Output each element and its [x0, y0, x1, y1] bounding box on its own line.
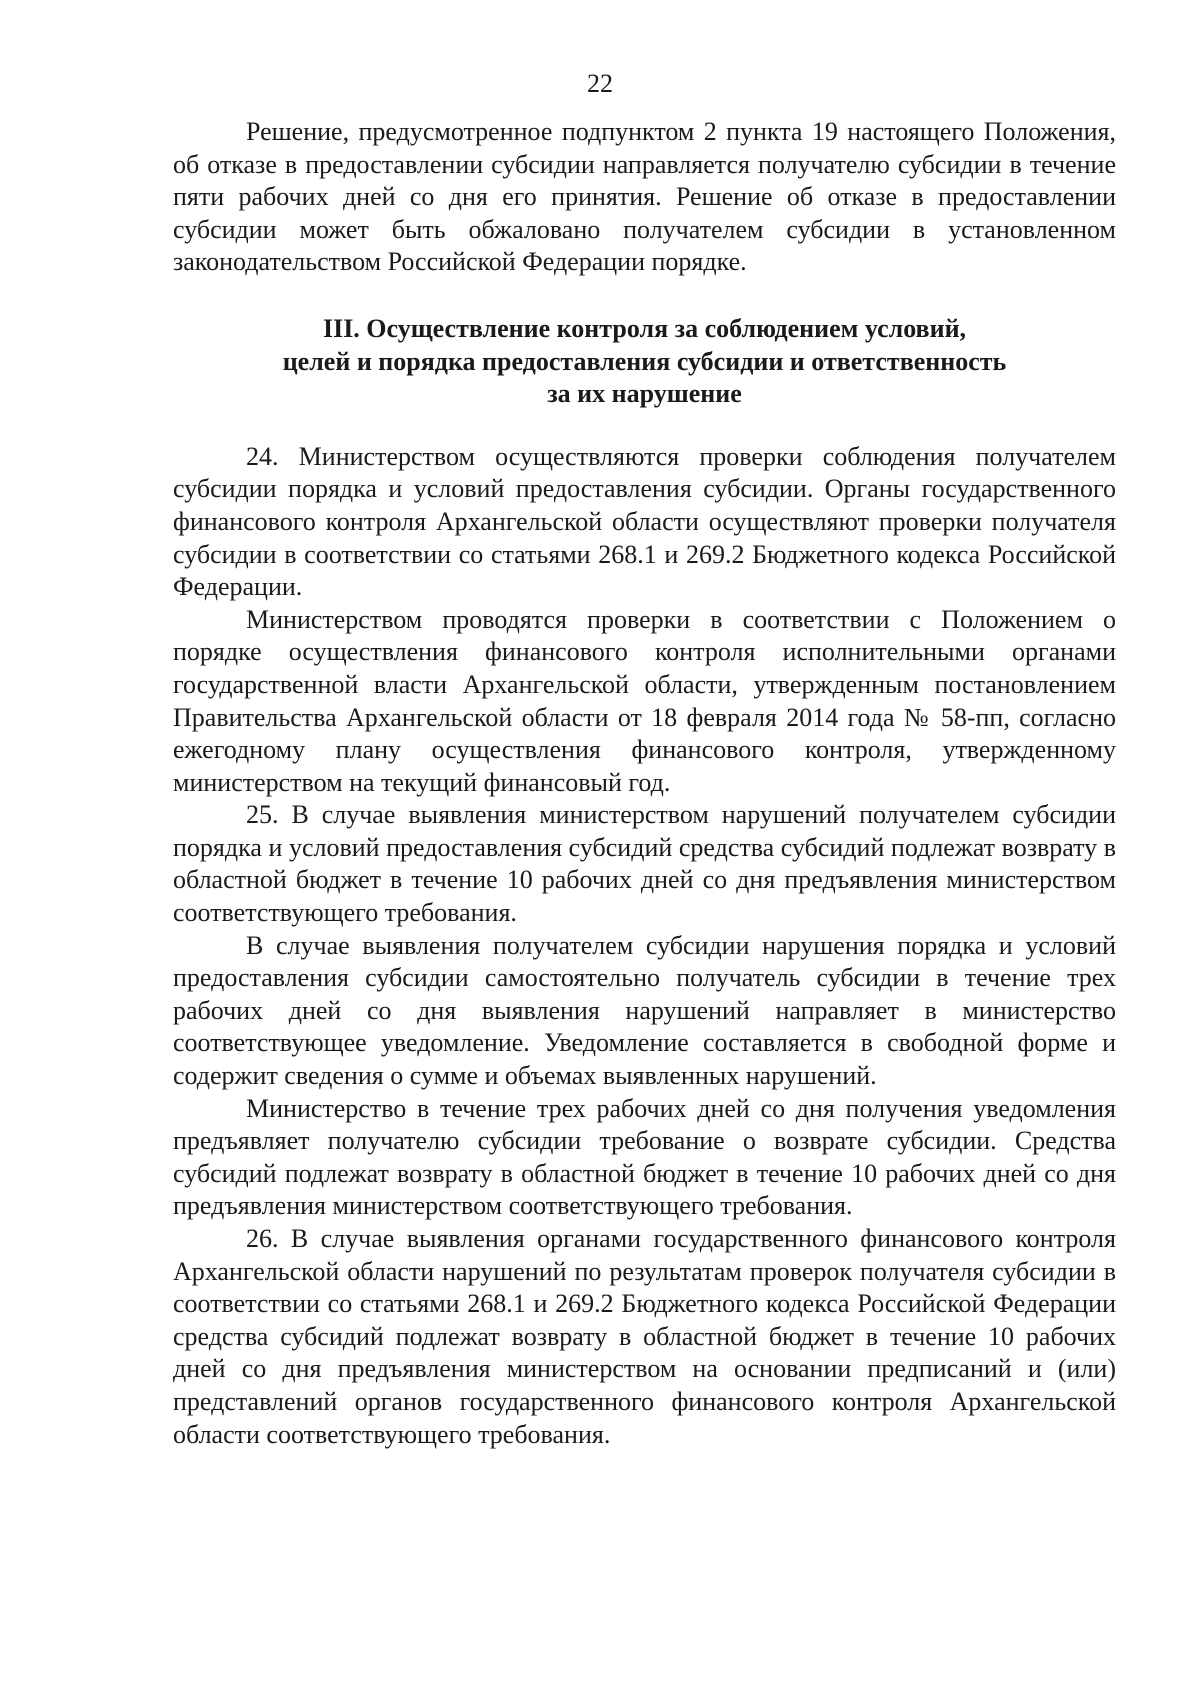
section-heading-line: за их нарушение: [547, 379, 742, 409]
section-heading-line: целей и порядка предоставления субсидии и ответственность: [282, 346, 1007, 376]
paragraph-inspections: Министерством проводятся проверки в соответствии с Положением о порядке осуществления финансового контроля исполнительными органами государственной власти Архангельской области, утвержденным постановлением Правительства Архангельской области от 18 февраля 2014 года № 58-пп, согласно ежегодному плану осуществления финансового контроля, утвержденному министерством на текущий финансовый год.: [173, 604, 1116, 797]
paragraph-self-reporting: В случае выявления получателем субсидии нарушения порядка и условий предоставления субсидии самостоятельно получатель субсидии в течение трех рабочих дней со дня выявления нарушений направляет в министерство соответствующее уведомление. Уведомление составляется в свободной форме и содержит сведения о сумме и объемах выявленных нарушений.: [173, 930, 1116, 1091]
paragraph-item-25: 25. В случае выявления министерством нарушений получателем субсидии порядка и условий предоставления субсидий средства субсидий подлежат возврату в областной бюджет в течение 10 рабочих дней со дня предъявления министерством соответствующего требования.: [173, 800, 1116, 928]
section-heading-line: III. Осуществление контроля за соблюдением условий,: [322, 313, 967, 343]
page-number: 22: [587, 69, 613, 98]
section-heading: [173, 313, 1116, 411]
document-body: [173, 116, 1116, 1451]
paragraph-return-demand: Министерство в течение трех рабочих дней со дня получения уведомления предъявляет получателю субсидии требование о возврате субсидии. Средства субсидий подлежат возврату в областной бюджет в течение 10 рабочих дней со дня предъявления министерством соответствующего требования.: [173, 1093, 1116, 1221]
paragraph-decision-appeal: Решение, предусмотренное подпунктом 2 пункта 19 настоящего Положения, об отказе в предоставлении субсидии направляется получателю субсидии в течение пяти рабочих дней со дня его принятия. Решение об отказе в предоставлении субсидии может быть обжаловано получателем субсидии в установленном законодательством Российской Федерации порядке.: [173, 117, 1116, 277]
paragraph-item-26: 26. В случае выявления органами государственного финансового контроля Архангельской области нарушений по результатам проверок получателя субсидии в соответствии со статьями 268.1 и 269.2 Бюджетного кодекса Российской Федерации средства субсидий подлежат возврату в областной бюджет в течение 10 рабочих дней со дня предъявления министерством на основании предписаний и (или) представлений органов государственного финансового контроля Архангельской области соответствующего требования.: [173, 1224, 1116, 1449]
paragraph-item-24: 24. Министерством осуществляются проверки соблюдения получателем субсидии порядка и условий предоставления субсидии. Органы государственного финансового контроля Архангельской области осуществляют проверки получателя субсидии в соответствии со статьями 268.1 и 269.2 Бюджетного кодекса Российской Федерации.: [173, 441, 1116, 602]
